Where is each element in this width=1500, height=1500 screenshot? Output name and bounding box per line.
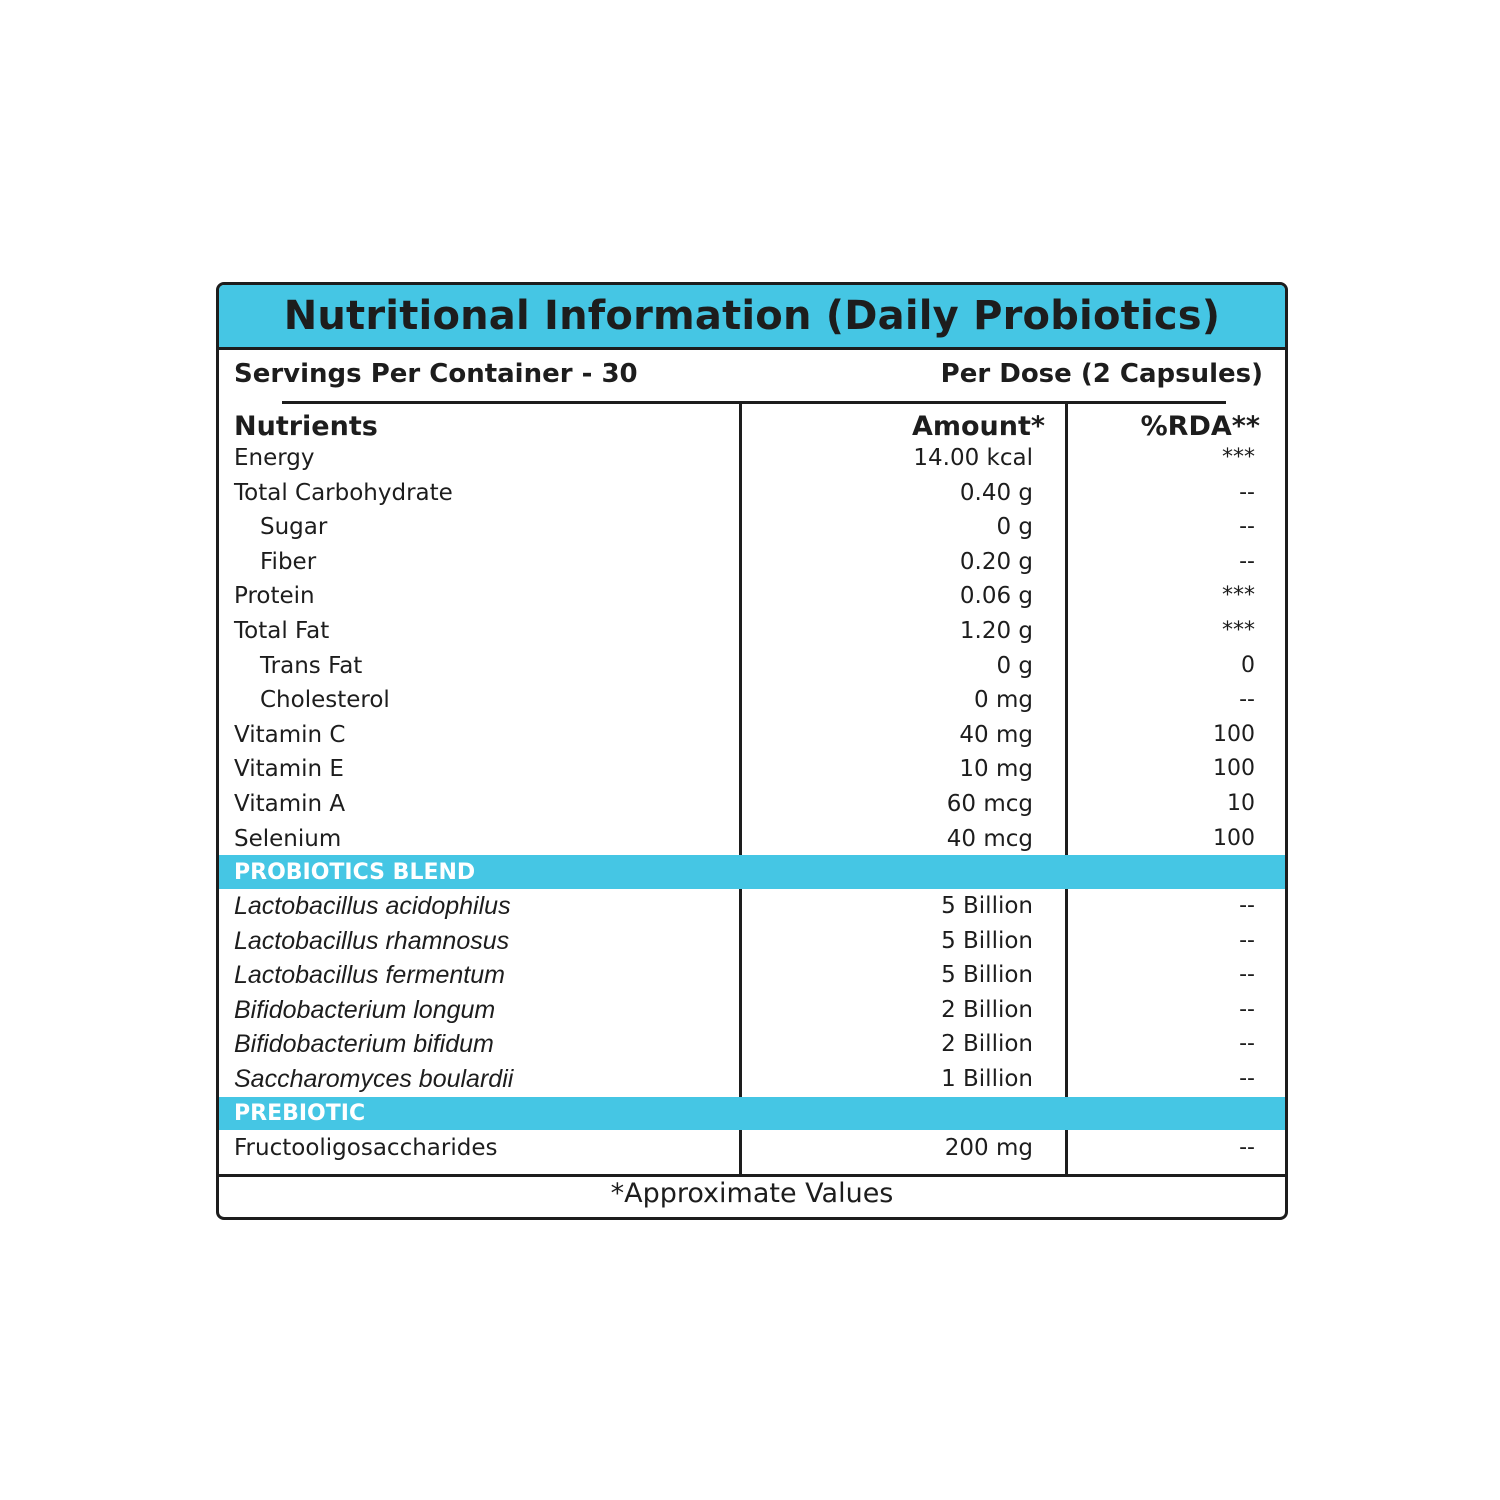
prebiotic-band: [219, 1097, 1285, 1130]
nutrient-name: Total Fat: [234, 618, 330, 644]
nutrient-rda: ***: [1222, 445, 1255, 470]
nutrient-name: Lactobacillus fermentum: [234, 961, 505, 990]
nutrient-rda: --: [1239, 893, 1255, 918]
table-row: [219, 889, 1285, 923]
nutrient-name: Trans Fat: [260, 652, 363, 679]
nutrient-rda: ***: [1222, 618, 1255, 643]
nutrient-rda: --: [1239, 927, 1255, 953]
nutrient-rda: --: [1239, 514, 1255, 540]
table-row: [219, 649, 1285, 683]
nutrient-rda: 100: [1213, 721, 1255, 747]
nutrient-amount: 60 mcg: [946, 791, 1033, 817]
table-row: [219, 510, 1285, 544]
table-row: [219, 787, 1285, 821]
servings-divider: [282, 401, 1226, 404]
nutrient-rda: 10: [1227, 791, 1255, 816]
nutrient-amount: 40 mcg: [946, 825, 1033, 852]
nutrient-rda: --: [1239, 996, 1255, 1022]
nutrition-panel: [216, 282, 1288, 1220]
nutrient-name: Sugar: [260, 514, 328, 541]
footnote: *Approximate Values: [610, 1178, 894, 1209]
nutrient-name: Saccharomyces boulardii: [234, 1065, 514, 1093]
nutrient-amount: 200 mg: [944, 1135, 1033, 1161]
nutrient-amount: 2 Billion: [941, 996, 1033, 1023]
nutrient-name: Protein: [234, 583, 315, 610]
nutrient-name: Energy: [234, 445, 315, 471]
nutrient-rda: --: [1239, 479, 1255, 505]
table-row: [219, 993, 1285, 1027]
nutrient-name: Vitamin C: [234, 721, 346, 748]
nutrient-name: Vitamin A: [234, 791, 346, 817]
nutrient-amount: 0.20 g: [959, 548, 1033, 575]
table-row: [219, 614, 1285, 648]
amount-header: Amount*: [911, 411, 1045, 442]
nutrient-rda: --: [1239, 1066, 1255, 1091]
nutrient-rda: 100: [1213, 756, 1255, 782]
table-row: [219, 752, 1285, 786]
nutrient-name: Fiber: [260, 548, 317, 575]
nutrient-name: Fructooligosaccharides: [234, 1135, 498, 1161]
table-row: [219, 545, 1285, 579]
nutrient-amount: 5 Billion: [941, 893, 1033, 919]
table-row: [219, 822, 1285, 856]
table-row: [219, 958, 1285, 992]
page-title: Nutritional Information (Daily Probiotics): [283, 293, 1221, 339]
nutrient-rda: --: [1239, 548, 1255, 574]
table-row: [219, 1131, 1285, 1165]
nutrient-amount: 1.20 g: [959, 618, 1033, 644]
nutrient-amount: 5 Billion: [941, 962, 1033, 989]
title-bar: [219, 285, 1285, 350]
nutrient-rda: --: [1239, 1135, 1255, 1160]
prebiotic-band-label: PREBIOTIC: [234, 1101, 366, 1126]
table-row: [219, 718, 1285, 752]
nutrient-amount: 1 Billion: [941, 1066, 1033, 1092]
table-row: [219, 441, 1285, 475]
nutrient-amount: 0 g: [996, 514, 1033, 541]
servings-per-container: Servings Per Container - 30: [234, 359, 638, 389]
nutrient-rda: 0: [1241, 652, 1255, 678]
nutrient-amount: 14.00 kcal: [913, 445, 1033, 471]
table-row: [219, 579, 1285, 613]
nutrient-name: Bifidobacterium bifidum: [234, 1030, 494, 1059]
probiotics-band: [219, 855, 1285, 889]
nutrient-name: Lactobacillus acidophilus: [234, 892, 511, 920]
nutrient-name: Total Carbohydrate: [234, 479, 453, 506]
table-row: [219, 924, 1285, 958]
nutrient-amount: 0 mg: [974, 687, 1033, 714]
nutrient-name: Selenium: [234, 825, 342, 852]
nutrient-amount: 40 mg: [959, 721, 1033, 748]
nutrient-name: Lactobacillus rhamnosus: [234, 926, 510, 955]
probiotics-band-label: PROBIOTICS BLEND: [234, 859, 476, 885]
nutrient-amount: 2 Billion: [941, 1031, 1033, 1058]
per-dose-label: Per Dose (2 Capsules): [940, 359, 1263, 389]
nutrient-amount: 0.06 g: [959, 583, 1033, 610]
nutrient-amount: 5 Billion: [941, 927, 1033, 954]
table-row: [219, 1062, 1285, 1096]
nutrient-rda: --: [1239, 687, 1255, 713]
nutrient-amount: 0 g: [996, 652, 1033, 679]
footer-divider: [219, 1174, 1285, 1177]
nutrient-rda: ***: [1222, 583, 1255, 609]
nutrient-name: Cholesterol: [260, 687, 390, 714]
nutrient-name: Bifidobacterium longum: [234, 995, 496, 1024]
table-row: [219, 1027, 1285, 1061]
nutrient-name: Vitamin E: [234, 756, 344, 783]
table-row: [219, 476, 1285, 510]
nutrients-header: Nutrients: [234, 411, 378, 442]
table-row: [219, 683, 1285, 717]
nutrient-amount: 0.40 g: [959, 479, 1033, 506]
nutrient-rda: --: [1239, 1031, 1255, 1057]
nutrient-rda: 100: [1213, 825, 1255, 851]
nutrient-amount: 10 mg: [959, 756, 1033, 783]
nutrient-rda: --: [1239, 962, 1255, 988]
rda-header: %RDA**: [1140, 411, 1260, 442]
